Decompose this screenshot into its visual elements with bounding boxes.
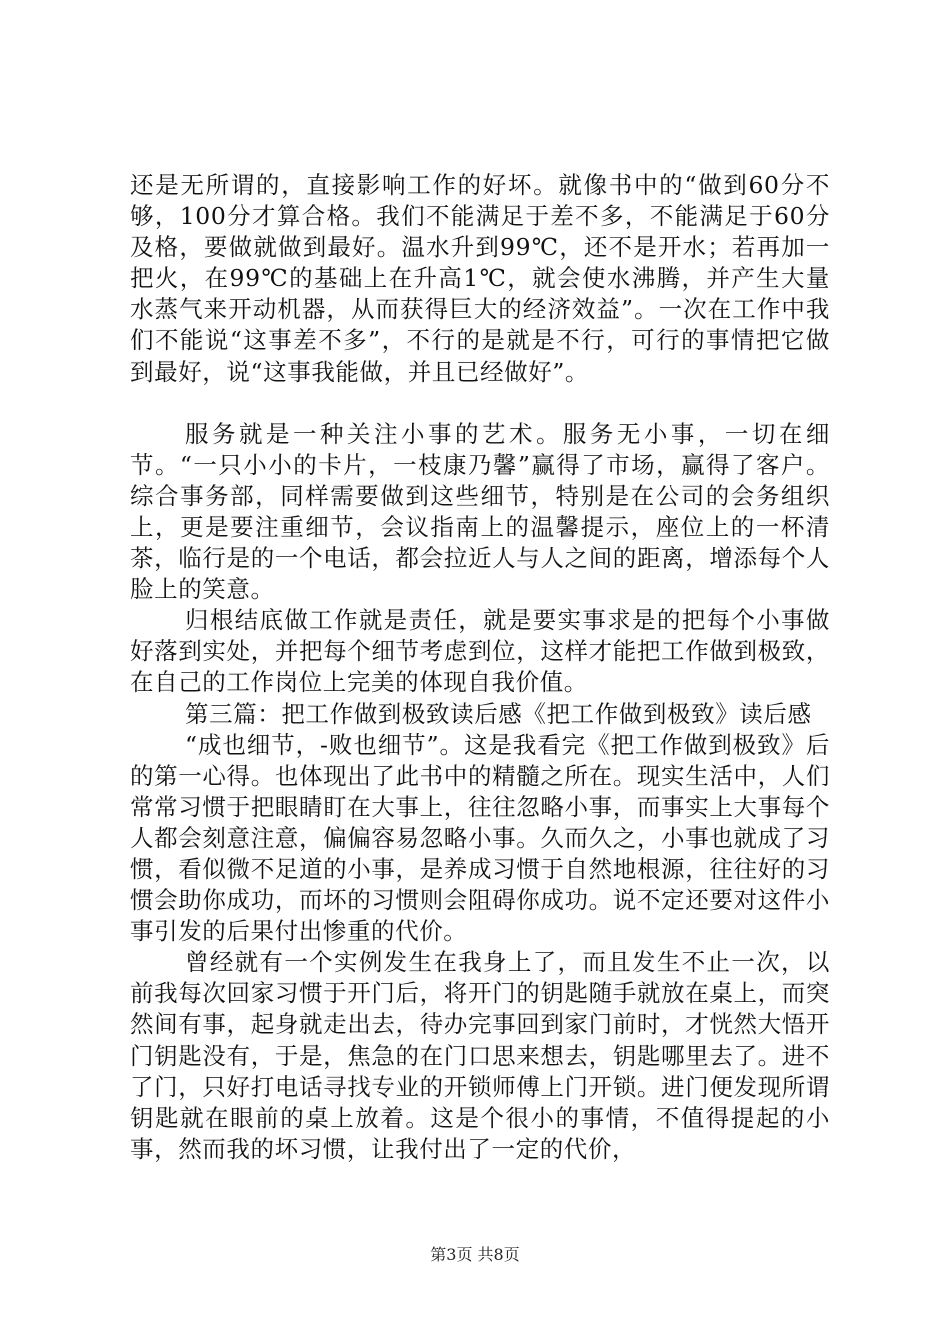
section-heading-part-three: 第三篇：把工作做到极致读后感《把工作做到极致》读后感	[185, 699, 812, 728]
document-body	[130, 170, 830, 1165]
paragraph-key-example: 曾经就有一个实例发生在我身上了，而且发生不止一次，以前我每次回家习惯于开门后，将开门的钥匙随手就放在桌上，而突然间有事，起身就走出去，待办完事回到家门前时，才恍然大悟开门钥匙没有，于是，焦急的在门口思来想去，钥匙哪里去了。进不了门，只好打电话寻找专业的开锁师傅上门开锁。进门便发现所谓钥匙就在眼前的桌上放着。这是个很小的事情，不值得提起的小事，然而我的坏习惯，让我付出了一定的代价，	[130, 948, 830, 1163]
paragraph-continuation: 还是无所谓的，直接影响工作的好坏。就像书中的“做到60分不够，100分才算合格。我们不能满足于差不多，不能满足于60分及格，要做就做到最好。温水升到99℃，还不是开水；若再加一把火，在99℃的基础上在升高1℃，就会使水沸腾，并产生大量水蒸气来开动机器，从而获得巨大的经济效益”。一次在工作中我们不能说“这事差不多”，不行的是就是不行，可行的事情把它做到最好，说“这事我能做，并且已经做好”。	[130, 171, 830, 386]
paragraph-responsibility: 归根结底做工作就是责任，就是要实事求是的把每个小事做好落到实处，并把每个细节考虑到位，这样才能把工作做到极致，在自己的工作岗位上完美的体现自我价值。	[130, 606, 830, 697]
paragraph-success-failure-details: “成也细节，-败也细节”。这是我看完《把工作做到极致》后的第一心得。也体现出了此书中的精髓之所在。现实生活中，人们常常习惯于把眼睛盯在大事上，往往忽略小事，而事实上大事每个人都会刻意注意，偏偏容易忽略小事。久而久之，小事也就成了习惯，看似微不足道的小事，是养成习惯于自然地根源，往往好的习惯会助你成功，而坏的习惯则会阻碍你成功。说不定还要对这件小事引发的后果付出惨重的代价。	[130, 730, 830, 946]
page-number-footer: 第3页 共8页	[430, 1245, 520, 1264]
paragraph-service-details: 服务就是一种关注小事的艺术。服务无小事，一切在细节。“一只小小的卡片，一枝康乃馨”赢得了市场，赢得了客户。综合事务部，同样需要做到这些细节，特别是在公司的会务组织上，更是要注重细节，会议指南上的温馨提示，座位上的一杯清茶，临行是的一个电话，都会拉近人与人之间的距离，增添每个人脸上的笑意。	[130, 419, 830, 604]
